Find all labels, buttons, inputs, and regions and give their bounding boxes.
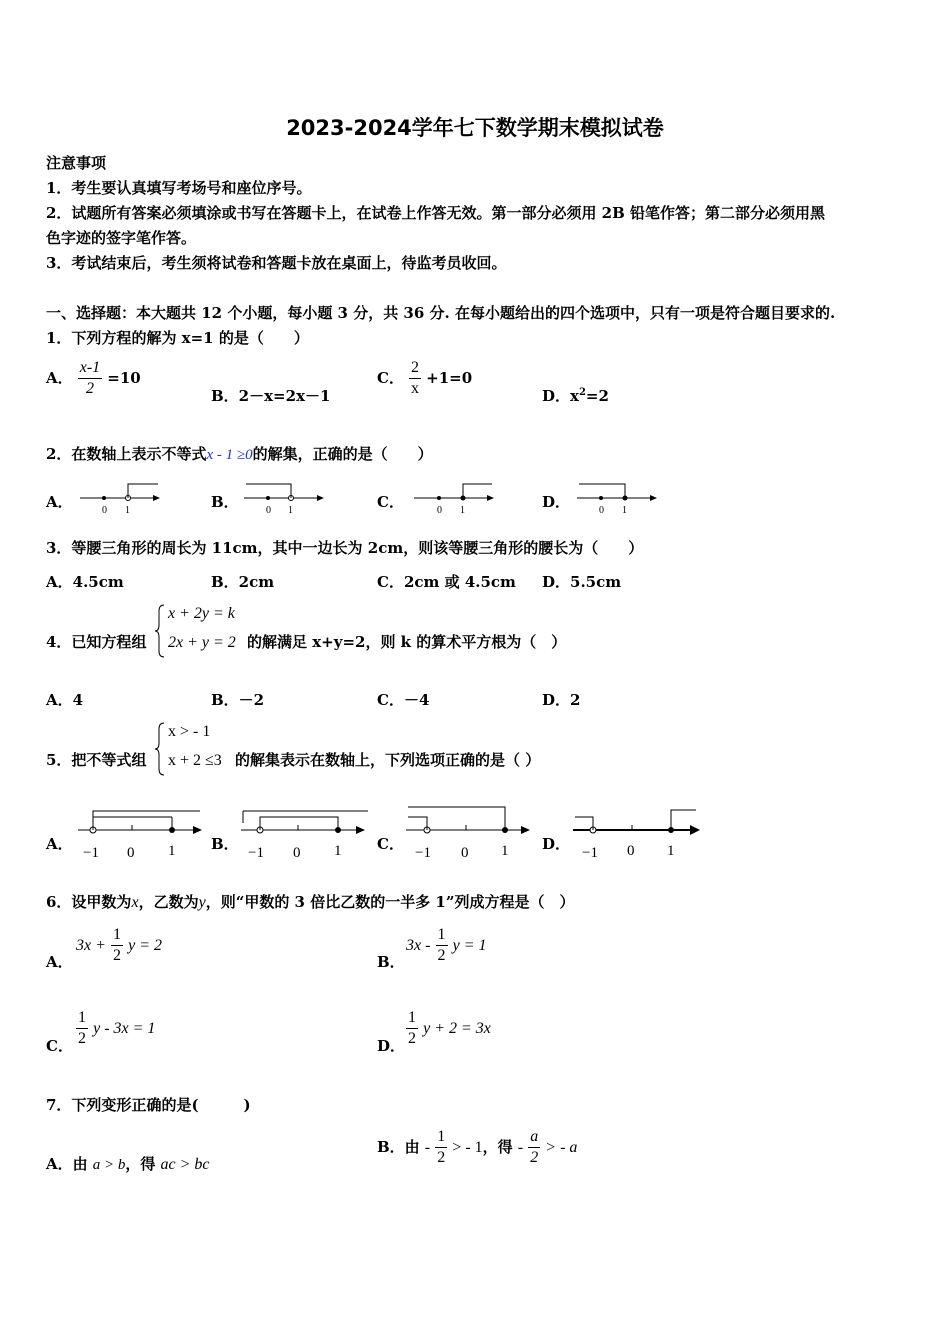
q2-option-c-label[interactable]: C． (377, 493, 404, 511)
svg-text:−1: −1 (582, 845, 598, 861)
q5-number-line-b[interactable] (238, 803, 373, 863)
q1-option-b[interactable]: B．2－x=2x－1 (211, 387, 331, 405)
q4-option-b[interactable]: B．－2 (211, 691, 265, 709)
q7-stem: 7．下列变形正确的是( ) (46, 1096, 251, 1114)
svg-text:0: 0 (627, 843, 635, 859)
q4-option-d[interactable]: D．2 (542, 691, 581, 709)
q7-option-b[interactable]: B．由 - $\frac{1}{2}$ > - 1，得 - $\frac{a}{2}$ > - a (377, 1128, 578, 1166)
q5-number-line-a[interactable] (75, 803, 210, 863)
brace-icon (154, 721, 166, 777)
q6-stem: 6．设甲数为x，乙数为y，则“甲数的 3 倍比乙数的一半多 1”列成方程是（ ） (46, 893, 575, 911)
q5-option-d-label[interactable]: D． (542, 835, 571, 853)
q2-stem: 2．在数轴上表示不等式x - 1 ≥0的解集，正确的是（ ） (46, 445, 433, 463)
q4-option-a[interactable]: A．4 (46, 691, 84, 709)
svg-text:1: 1 (288, 505, 293, 516)
q6-option-b-label[interactable]: B． (377, 953, 405, 971)
q1-option-a[interactable]: A． $\frac{x-1}{2}$ =10 (46, 359, 141, 397)
q6-option-c-label[interactable]: C． (46, 1037, 73, 1055)
q3-option-a[interactable]: A．4.5cm (46, 573, 124, 591)
q6-option-a[interactable]: 3x + $\frac{1}{2}$ y = 2 (76, 926, 162, 964)
notice-heading: 注意事项 (46, 154, 107, 172)
svg-text:0: 0 (102, 505, 107, 516)
svg-text:0: 0 (266, 505, 271, 516)
svg-text:−1: −1 (248, 845, 264, 861)
q5-eq1: x > - 1 (168, 723, 211, 740)
brace-icon (154, 603, 166, 659)
q7-option-a[interactable]: A．由 a > b，得 ac > bc (46, 1155, 210, 1173)
svg-text:1: 1 (622, 505, 627, 516)
q6-option-d[interactable]: $\frac{1}{2}$ y + 2 = 3x (408, 1009, 491, 1047)
q4-eq1: x + 2y = k (168, 605, 235, 622)
q5-number-line-c[interactable] (403, 803, 538, 863)
notice-item: 1．考生要认真填写考场号和座位序号。 (46, 179, 312, 197)
q2-option-a-label[interactable]: A． (46, 493, 73, 511)
svg-text:1: 1 (501, 843, 509, 859)
svg-text:0: 0 (293, 845, 301, 861)
q2-number-line-d[interactable] (575, 478, 665, 518)
q5-option-a-label[interactable]: A． (46, 835, 73, 853)
q4-eq2: 2x + y = 2 (168, 634, 236, 651)
q1-option-d[interactable]: D．$x^2=2$ (542, 387, 609, 405)
svg-text:0: 0 (461, 845, 469, 861)
q3-option-d[interactable]: D．5.5cm (542, 573, 622, 591)
svg-text:1: 1 (125, 505, 130, 516)
q2-option-b-label[interactable]: B． (211, 493, 239, 511)
q1-option-c[interactable]: C． $\frac{2}{x}$ +1=0 (377, 359, 473, 397)
notice-item: 2．试题所有答案必须填涂或书写在答题卡上，在试卷上作答无效。第一部分必须用 2B 铅笔作答；第二部分必须用黑 (46, 204, 826, 222)
q4-option-c[interactable]: C．－4 (377, 691, 430, 709)
q2-number-line-c[interactable] (412, 478, 502, 518)
q3-option-b[interactable]: B．2cm (211, 573, 275, 591)
q6-option-c[interactable]: $\frac{1}{2}$ y - 3x = 1 (78, 1009, 156, 1047)
svg-text:1: 1 (168, 843, 176, 859)
q3-option-c[interactable]: C．2cm 或 4.5cm (377, 573, 516, 591)
q5-option-c-label[interactable]: C． (377, 835, 404, 853)
page-title: 2023-2024学年七下数学期末模拟试卷 (286, 116, 664, 140)
q2-number-line-a[interactable] (78, 478, 168, 518)
notice-item: 3．考试结束后，考生须将试卷和答题卡放在桌面上，待监考员收回。 (46, 254, 507, 272)
svg-text:0: 0 (437, 505, 442, 516)
q6-option-a-label[interactable]: A． (46, 953, 73, 971)
svg-text:1: 1 (334, 843, 342, 859)
svg-text:−1: −1 (415, 845, 431, 861)
svg-text:−1: −1 (83, 845, 99, 861)
svg-text:1: 1 (460, 505, 465, 516)
svg-text:0: 0 (127, 845, 135, 861)
q2-option-d-label[interactable]: D． (542, 493, 571, 511)
svg-text:1: 1 (667, 843, 675, 859)
q2-number-line-b[interactable] (242, 478, 332, 518)
q6-option-d-label[interactable]: D． (377, 1037, 406, 1055)
q4-stem-post: 的解满足 x+y=2，则 k 的算术平方根为（ ） (247, 633, 567, 651)
q5-eq2: x + 2 ≤3 (168, 752, 222, 769)
q3-stem: 3．等腰三角形的周长为 11cm，其中一边长为 2cm，则该等腰三角形的腰长为（ ） (46, 539, 644, 557)
svg-text:0: 0 (599, 505, 604, 516)
section-heading: 一、选择题：本大题共 12 个小题，每小题 3 分，共 36 分. 在每小题给出的四个选项中，只有一项是符合题目要求的. (46, 304, 836, 322)
q5-number-line-d[interactable] (570, 803, 705, 863)
q5-stem-post: 的解集表示在数轴上，下列选项正确的是（ ） (235, 751, 541, 769)
q5-option-b-label[interactable]: B． (211, 835, 239, 853)
q4-stem-pre: 4．已知方程组 (46, 633, 147, 651)
q1-stem: 1．下列方程的解为 x=1 的是（ ） (46, 329, 309, 347)
q6-option-b[interactable]: 3x - $\frac{1}{2}$ y = 1 (406, 926, 487, 964)
q5-stem-pre: 5．把不等式组 (46, 751, 147, 769)
notice-item: 色字迹的签字笔作答。 (46, 229, 197, 247)
